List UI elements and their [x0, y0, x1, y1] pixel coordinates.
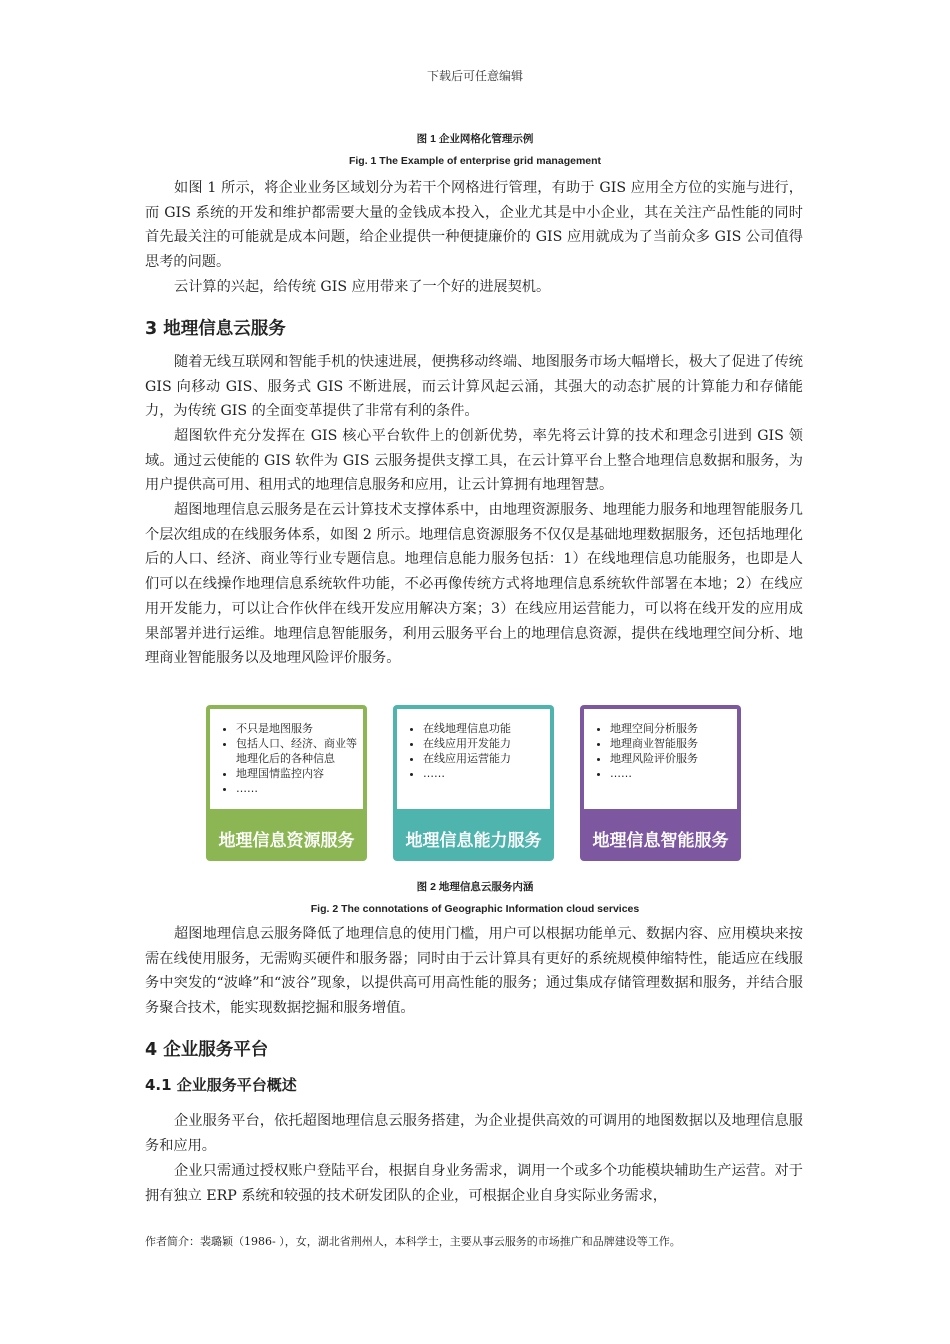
section-4-1-heading: 4.1 企业服务平台概述 [145, 1076, 297, 1094]
paragraph-s3-2: 超图软件充分发挥在 GIS 核心平台软件上的创新优势，率先将云计算的技术和理念引进到 GIS 领域。通过云使能的 GIS 软件为 GIS 云服务提供支撑工具，在云计算平台上整合地理信息数据和服务，为用户提供高可用、租用式的地理信息服务和应用，让云计算拥有地理智慧。 [145, 428, 803, 494]
fig2-caption-cn: 图 2 地理信息云服务内涵 [416, 881, 534, 893]
capability-service-box [393, 705, 554, 861]
list-item: • 地理国情监控内容 [236, 766, 357, 781]
intelligence-service-list [584, 709, 737, 781]
list-item: • 在线应用开发能力 [423, 736, 544, 751]
list-item: • 在线应用运营能力 [423, 751, 544, 766]
list-item: • 不只是地图服务 [236, 721, 357, 736]
resource-service-list [210, 709, 363, 796]
fig2-caption-en: Fig. 2 The connotations of Geographic Information cloud services [310, 903, 640, 915]
section-4-heading: 4 企业服务平台 [145, 1040, 269, 1060]
list-item: • …… [610, 766, 731, 781]
paragraph-s3-3: 超图地理信息云服务是在云计算技术支撑体系中，由地理资源服务、地理能力服务和地理智能服务几个层次组成的在线服务体系，如图 2 所示。地理信息资源服务不仅仅是基础地理数据服务，还包括地理化后的人口、经济、商业等行业专题信息。地理信息能力服务包括：1）在线地理信息功能服务，也即是人们可以在线操作地理信息系统软件功能，不必再像传统方式将地理信息系统软件部署在本地；2）在线应用开发能力，可以让合作伙伴在线开发应用解决方案；3）在线应用运营能力，可以将在线开发的应用成果部署并进行运维。地理信息智能服务，利用云服务平台上的地理信息资源，提供在线地理空间分析、地理商业智能服务以及地理风险评价服务。 [145, 502, 803, 667]
list-item: • …… [236, 781, 357, 796]
paragraph-cloud-rise: 云计算的兴起，给传统 GIS 应用带来了一个好的进展契机。 [174, 279, 551, 295]
paragraph-s4-1: 企业服务平台，依托超图地理信息云服务搭建，为企业提供高效的可调用的地图数据以及地理信息服务和应用。 [145, 1113, 803, 1154]
list-item: • 包括人口、经济、商业等地理化后的各种信息 [236, 736, 357, 766]
resource-service-label: 地理信息资源服务 [218, 831, 355, 851]
paragraph-s4-2: 企业只需通过授权账户登陆平台，根据自身业务需求，调用一个或多个功能模块辅助生产运营。对于拥有独立 ERP 系统和较强的技术研发团队的企业，可根据企业自身实际业务需求， [145, 1163, 803, 1204]
fig1-caption-cn: 图 1 企业网格化管理示例 [416, 133, 534, 145]
fig2-diagram [206, 705, 742, 861]
page-header: 下载后可任意编辑 [426, 69, 523, 83]
intelligence-service-box [580, 705, 741, 861]
capability-service-list [397, 709, 550, 781]
fig1-caption-en: Fig. 1 The Example of enterprise grid management [348, 155, 602, 167]
list-item: • …… [423, 766, 544, 781]
intelligence-service-label: 地理信息智能服务 [592, 831, 729, 851]
list-item: • 地理风险评价服务 [610, 751, 731, 766]
author-footnote: 作者简介：裴璐颖（1986- ），女，湖北省荆州人，本科学士，主要从事云服务的市场推广和品牌建设等工作。 [145, 1235, 681, 1248]
resource-service-box [206, 705, 367, 861]
section-3-heading: 3 地理信息云服务 [145, 319, 286, 339]
list-item: • 在线地理信息功能 [423, 721, 544, 736]
list-item: • 地理空间分析服务 [610, 721, 731, 736]
paragraph-fig1-intro: 如图 1 所示，将企业业务区域划分为若干个网格进行管理，有助于 GIS 应用全方位的实施与进行，而 GIS 系统的开发和维护都需要大量的金钱成本投入，企业尤其是中小企业，其在关注产品性能的同时首先最关注的可能就是成本问题，给企业提供一种便捷廉价的 GIS 应用就成为了当前众多 GIS 公司值得思考的问题。 [145, 180, 803, 271]
capability-service-label: 地理信息能力服务 [405, 831, 542, 851]
paragraph-cloud-benefits: 超图地理信息云服务降低了地理信息的使用门槛，用户可以根据功能单元、数据内容、应用模块来按需在线使用服务，无需购买硬件和服务器；同时由于云计算具有更好的系统规模伸缩特性，能适应在线服务中突发的“波峰”和“波谷”现象，以提供高可用高性能的服务；通过集成存储管理数据和服务，并结合服务聚合技术，能实现数据挖掘和服务增值。 [145, 926, 803, 1017]
paragraph-s3-1: 随着无线互联网和智能手机的快速进展，便携移动终端、地图服务市场大幅增长，极大了促进了传统 GIS 向移动 GIS、服务式 GIS 不断进展，而云计算风起云涌，其强大的动态扩展的计算能力和存储能力，为传统 GIS 的全面变革提供了非常有利的条件。 [145, 354, 803, 420]
list-item: • 地理商业智能服务 [610, 736, 731, 751]
